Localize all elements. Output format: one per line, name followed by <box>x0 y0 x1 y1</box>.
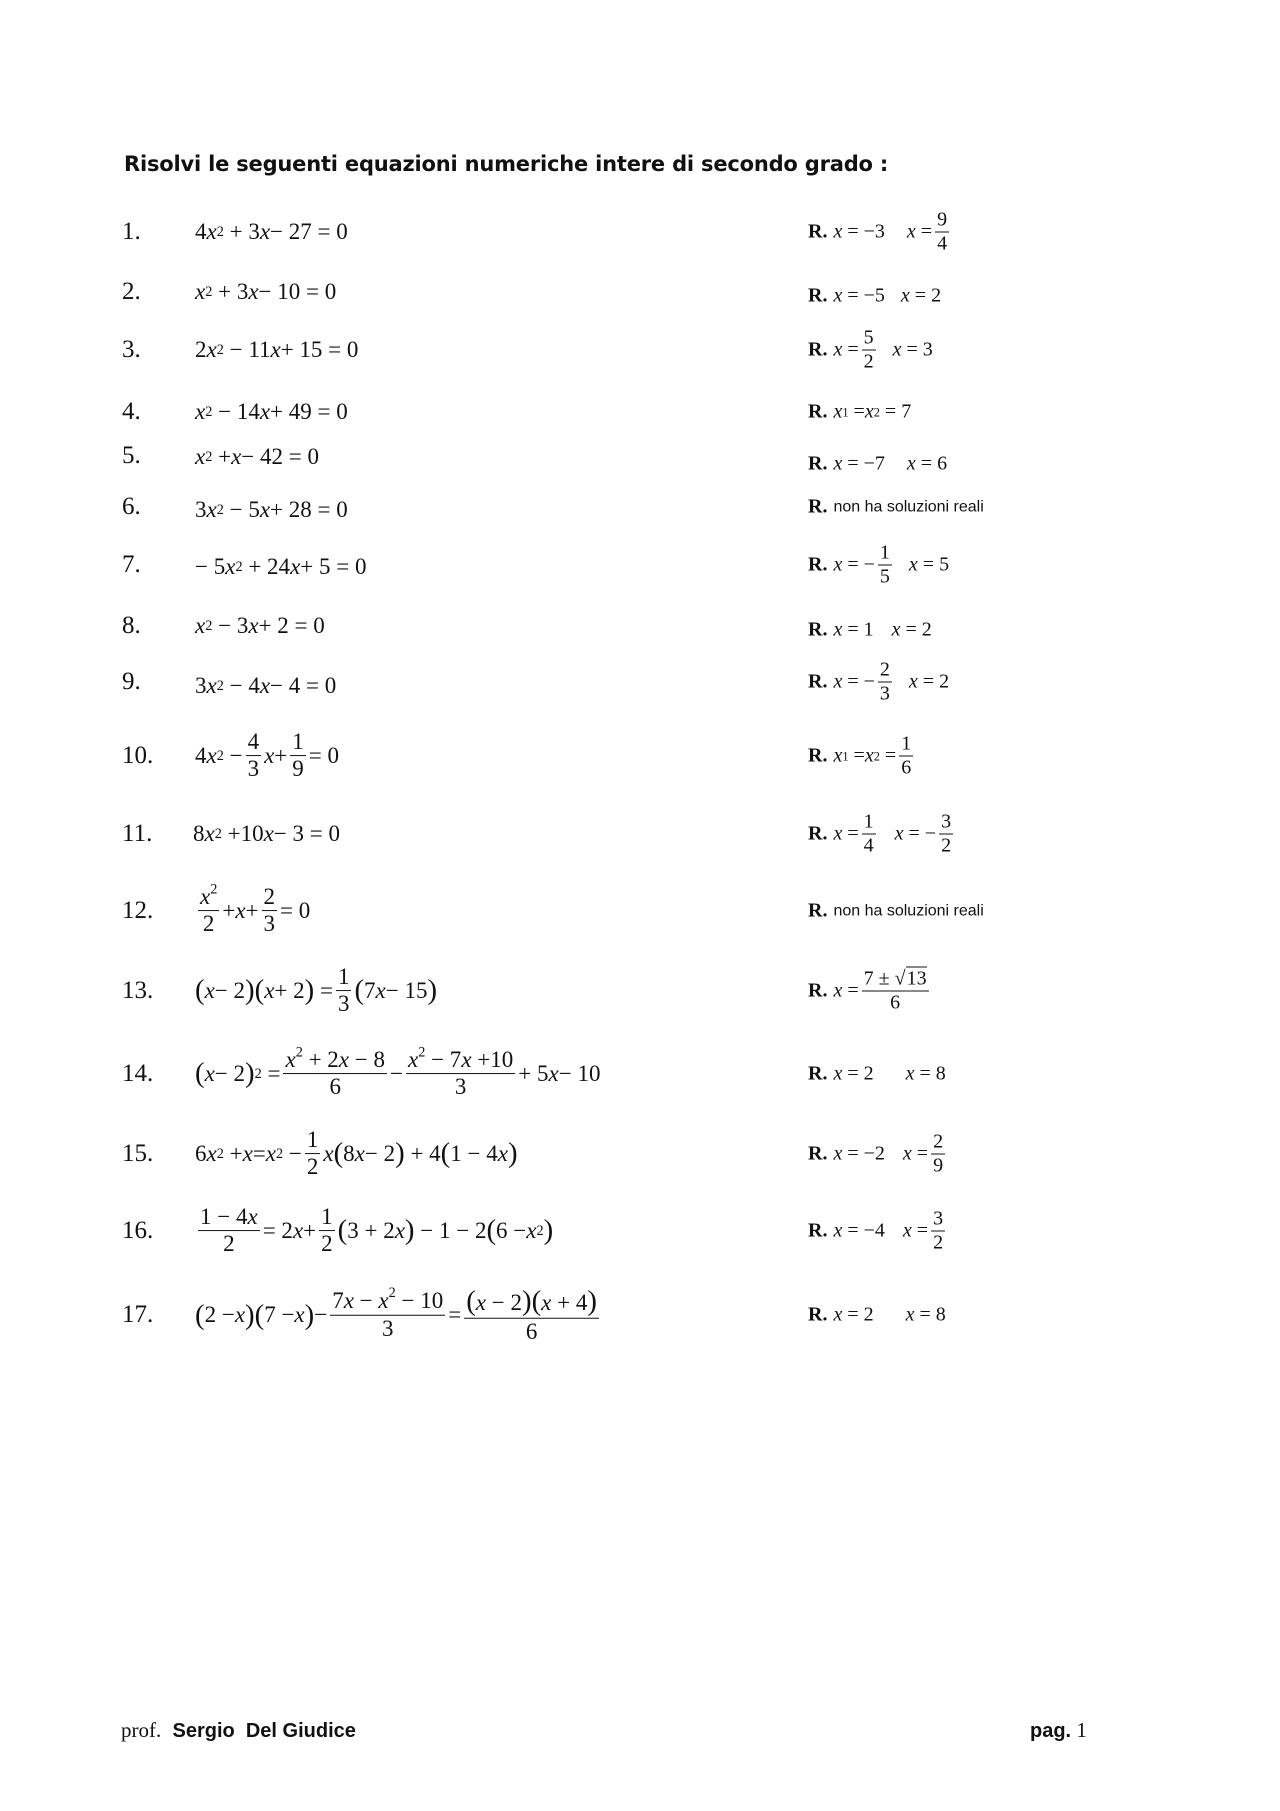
exercise-number: 14. <box>122 1060 154 1087</box>
exercise-number: 17. <box>122 1301 154 1328</box>
no-real-solutions-text: non ha soluzioni reali <box>833 498 984 515</box>
exercise-16 <box>0 1198 1280 1264</box>
equation: x 2 − 14 x + 49 = 0 <box>195 399 348 424</box>
answer-label: R. <box>808 1303 828 1326</box>
answer: R. x = − $\frac{2}{3}$ x = 2 <box>808 658 950 705</box>
answer: R. x = −3 x = $\frac{9}{4}$ <box>808 208 948 255</box>
exercise-number: 16. <box>122 1217 154 1244</box>
exercise-9 <box>0 654 1280 710</box>
answer: R. x = $\frac{7 \pm √13}{6}$ <box>808 967 927 1014</box>
prof-label: prof. <box>121 1718 162 1742</box>
equation: x 2 + x − 42 = 0 <box>195 443 319 469</box>
exercise-3 <box>0 322 1280 378</box>
exercise-number: 15. <box>122 1140 154 1167</box>
exercise-number: 9. <box>122 668 141 695</box>
answer: R. x 1 = x 2 = $\frac{1}{6}$ <box>808 732 912 779</box>
equation: ( x − 2 )( x + 2 ) = $\frac{1}{3}$ ( 7 x − 15 ) <box>195 964 438 1017</box>
answer-label: R. <box>808 744 828 767</box>
answer-label: R. <box>808 284 828 307</box>
footer-author <box>121 1718 356 1743</box>
exercise-12 <box>0 878 1280 944</box>
exercise-number: 7. <box>122 551 141 578</box>
exercise-15 <box>0 1122 1280 1186</box>
exercise-2 <box>0 274 1280 310</box>
answer-label: R. <box>808 822 828 845</box>
equation: − 5 x 2 + 24 x + 5 = 0 <box>195 554 367 580</box>
equation: ( x − 2 ) 2 = $\frac{x^2 + 2x - 8}{6}$ − $\frac{x^2 - 7x +10}{3}$ + 5 x − 10 <box>195 1044 601 1100</box>
answer: R. x = −4 x = $\frac{3}{2}$ <box>808 1207 944 1254</box>
answer-label: R. <box>808 495 828 518</box>
answer: R. x = $\frac{1}{4}$ x = − $\frac{3}{2}$ <box>808 810 952 857</box>
equation: ( 2 − x )( 7 − x ) − $\frac{7x - x^2 - 10}{3}$ = $\frac{(x - 2)(x + 4)}{6}$ <box>195 1284 597 1344</box>
answer-label: R. <box>808 553 828 576</box>
answer: R. x = 2 x = 8 <box>808 1303 946 1326</box>
equation: 6 x 2 + x = x 2 − $\frac{1}{2}$ x ( 8 x − 2 ) + 4 ( 1 − 4 x ) <box>195 1127 518 1180</box>
exercise-number: 8. <box>122 612 141 639</box>
page-label: pag. <box>1030 1720 1072 1742</box>
exercise-8 <box>0 608 1280 644</box>
no-real-solutions-text: non ha soluzioni reali <box>833 902 984 919</box>
exercise-number: 3. <box>122 336 141 363</box>
equation: x 2 + 3 x − 10 = 0 <box>195 279 337 304</box>
answer: R. x = −5 x = 2 <box>808 284 942 307</box>
author-name: Sergio Del Giudice <box>172 1720 356 1742</box>
equation: 4 x 2 − $\frac{4}{3}$ x + $\frac{1}{9}$ = 0 <box>195 729 340 782</box>
answer-label: R. <box>808 1142 828 1165</box>
footer-page <box>1030 1718 1087 1743</box>
equation: $\frac{x^2}{2}$ + x + $\frac{2}{3}$ = 0 <box>200 881 311 937</box>
exercise-11 <box>0 806 1280 862</box>
equation: 8 x 2 +10 x − 3 = 0 <box>193 821 340 846</box>
answer: R. x = −7 x = 6 <box>808 452 948 475</box>
answer-label: R. <box>808 979 828 1002</box>
page-number: 1 <box>1076 1718 1087 1742</box>
exercise-number: 11. <box>122 820 153 847</box>
exercise-number: 4. <box>122 398 141 425</box>
exercise-5 <box>0 440 1280 480</box>
exercise-number: 5. <box>122 442 141 469</box>
exercise-6 <box>0 490 1280 524</box>
answer <box>808 900 984 923</box>
answer <box>808 496 984 519</box>
equation: 3 x 2 − 4 x − 4 = 0 <box>195 673 337 699</box>
answer: R. x 1 = x 2 = 7 <box>808 400 912 423</box>
answer-label: R. <box>808 899 828 922</box>
answer-label: R. <box>808 400 828 423</box>
exercise-number: 12. <box>122 897 154 924</box>
exercise-number: 13. <box>122 977 154 1004</box>
exercise-1 <box>0 203 1280 261</box>
equation: x 2 − 3 x + 2 = 0 <box>195 613 325 638</box>
answer-label: R. <box>808 1219 828 1242</box>
exercise-number: 6. <box>122 493 141 520</box>
answer-label: R. <box>808 618 828 641</box>
equation: 2 x 2 − 11 x + 15 = 0 <box>195 337 359 362</box>
answer-label: R. <box>808 452 828 475</box>
answer: R. x = $\frac{5}{2}$ x = 3 <box>808 326 933 373</box>
answer-label: R. <box>808 338 828 361</box>
page-title: Risolvi le seguenti equazioni numeriche intere di secondo grado : <box>124 152 889 176</box>
equation: 4 x 2 + 3 x − 27 = 0 <box>195 219 348 244</box>
answer: R. x = 2 x = 8 <box>808 1062 946 1085</box>
answer-label: R. <box>808 670 828 693</box>
exercise-14 <box>0 1040 1280 1108</box>
exercise-number: 10. <box>122 742 154 769</box>
answer-label: R. <box>808 220 828 243</box>
exercise-4 <box>0 394 1280 430</box>
answer: R. x = −2 x = $\frac{2}{9}$ <box>808 1130 944 1177</box>
equation: $\frac{1 - 4x}{2}$ = 2 x + $\frac{1}{2}$ ( 3 + 2 x ) − 1 − 2 ( 6 − x 2 ) <box>200 1204 554 1257</box>
answer: R. x = − $\frac{1}{5}$ x = 5 <box>808 541 950 588</box>
exercise-7 <box>0 536 1280 594</box>
exercise-number: 1. <box>122 218 141 245</box>
exercise-13 <box>0 958 1280 1024</box>
exercise-10 <box>0 726 1280 786</box>
equation: 3 x 2 − 5 x + 28 = 0 <box>195 496 348 522</box>
answer-label: R. <box>808 1062 828 1085</box>
exercise-number: 2. <box>122 278 141 305</box>
answer: R. x = 1 x = 2 <box>808 618 932 641</box>
exercise-17 <box>0 1280 1280 1350</box>
